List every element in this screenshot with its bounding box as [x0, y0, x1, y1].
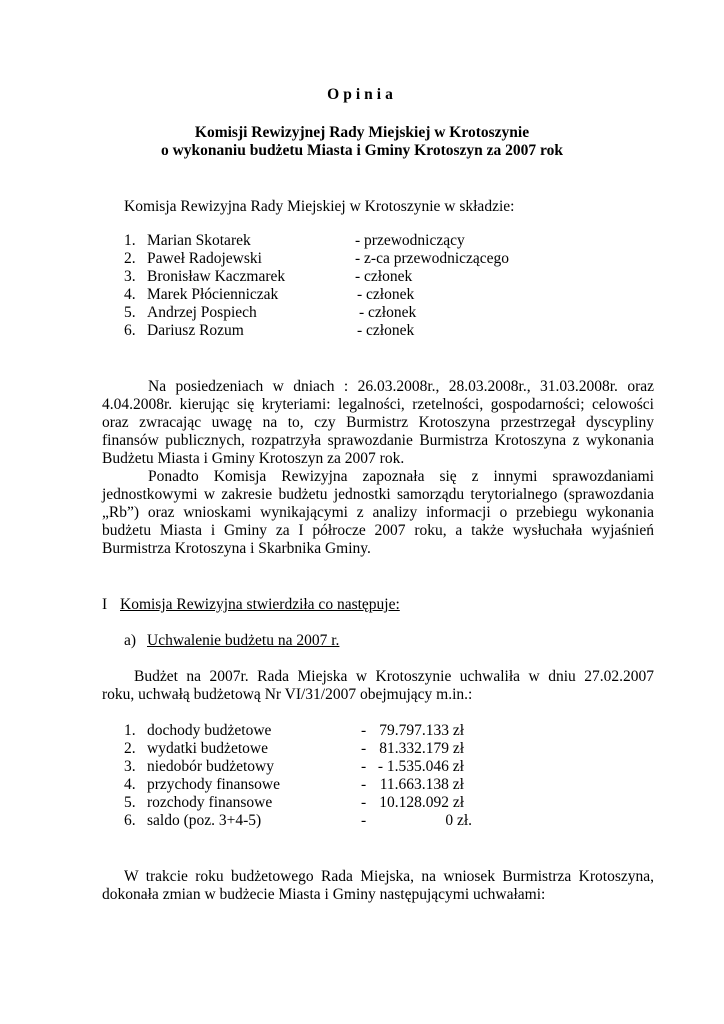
budget-item-label: saldo (poz. 3+4-5): [147, 812, 262, 829]
member-role: - członek: [357, 322, 415, 339]
paragraph-line: Ponadto Komisja Rewizyjna zapoznała się z innymi sprawozdaniami: [148, 468, 654, 485]
member-role: - członek: [357, 286, 415, 303]
member-name: Marek Płócienniczak: [147, 286, 279, 303]
member-name: Dariusz Rozum: [147, 322, 244, 339]
budget-item-dash: -: [361, 812, 367, 829]
budget-item-dash: -: [361, 758, 367, 775]
paragraph-line: Burmistrza Krotoszyna i Skarbnika Gminy.: [102, 540, 371, 557]
budget-item-value: 10.128.092 zł: [379, 794, 464, 811]
paragraph-line: „Rb”) oraz wnioskami wynikającymi z analizy informacji o przebiegu wykonania: [102, 504, 654, 521]
member-name: Andrzej Pospiech: [147, 304, 257, 321]
paragraph-line: Budżetu Miasta i Gminy Krotoszyn za 2007 rok.: [102, 450, 405, 467]
paragraph-line: roku, uchwałą budżetową Nr VI/31/2007 obejmujący m.in.:: [102, 686, 473, 703]
member-role: - członek: [355, 268, 413, 285]
budget-item-dash: -: [361, 722, 367, 739]
member-role: - przewodniczący: [355, 232, 465, 249]
subtitle-line-1: Komisji Rewizyjnej Rady Miejskiej w Krotoszynie: [194, 124, 530, 141]
member-name: Paweł Radojewski: [147, 250, 262, 267]
budget-item-value: 81.332.179 zł: [379, 740, 464, 757]
budget-item-label: wydatki budżetowe: [147, 740, 268, 757]
member-number: 6.: [124, 322, 136, 339]
paragraph-line: finansów publicznych, rozpatrzyła sprawozdanie Burmistrza Krotoszyna z wykonania: [102, 432, 654, 449]
subtitle-line-2: o wykonaniu budżetu Miasta i Gminy Krotoszyn za 2007 rok: [160, 142, 564, 159]
subsection-heading: Uchwalenie budżetu na 2007 r.: [147, 632, 340, 649]
document-title: Opinia: [327, 86, 397, 103]
paragraph-line: 4.04.2008r. kierując się kryteriami: legalności, rzetelności, gospodarności; celowości: [102, 396, 654, 413]
section-number: I: [102, 596, 108, 613]
budget-item-label: rozchody finansowe: [147, 794, 273, 811]
paragraph-line: budżetu Miasta i Gminy za I półrocze 2007 roku, a także wysłuchała wyjaśnień: [102, 522, 654, 539]
member-number: 2.: [124, 250, 136, 267]
member-number: 1.: [124, 232, 136, 249]
member-role: - członek: [359, 304, 417, 321]
member-number: 4.: [124, 286, 136, 303]
budget-item-dash: -: [361, 776, 367, 793]
paragraph-line: jednostkowymi w zakresie budżetu jednostki samorządu terytorialnego (sprawozdania: [102, 486, 654, 503]
budget-item-number: 2.: [124, 740, 136, 757]
budget-item-value: 79.797.133 zł: [379, 722, 464, 739]
budget-item-value: 0 zł.: [445, 812, 472, 829]
subsection-label: a): [124, 632, 137, 649]
paragraph-line: Budżet na 2007r. Rada Miejska w Krotoszynie uchwaliła w dniu 27.02.2007: [134, 668, 654, 685]
budget-item-number: 4.: [124, 776, 136, 793]
member-role: - z-ca przewodniczącego: [355, 250, 510, 267]
member-name: Marian Skotarek: [147, 232, 251, 249]
section-heading: Komisja Rewizyjna stwierdziła co następuje:: [120, 596, 400, 613]
budget-item-value: 11.663.138 zł: [379, 776, 464, 793]
member-number: 3.: [124, 268, 136, 285]
budget-item-value: - 1.535.046 zł: [377, 758, 464, 775]
paragraph-line: oraz zwracając uwagę na to, czy Burmistrz Krotoszyna przestrzegał dyscypliny: [102, 414, 654, 431]
paragraph-line: dokonała zmian w budżecie Miasta i Gminy następującymi uchwałami:: [102, 886, 546, 903]
member-name: Bronisław Kaczmarek: [147, 268, 286, 285]
budget-item-number: 3.: [124, 758, 136, 775]
budget-item-number: 1.: [124, 722, 136, 739]
paragraph-line: Na posiedzeniach w dniach : 26.03.2008r., 28.03.2008r., 31.03.2008r. oraz: [148, 378, 654, 395]
intro-text: Komisja Rewizyjna Rady Miejskiej w Krotoszynie w składzie:: [124, 198, 515, 215]
budget-item-label: dochody budżetowe: [147, 722, 272, 739]
budget-item-label: niedobór budżetowy: [147, 758, 274, 775]
budget-item-label: przychody finansowe: [147, 776, 280, 793]
paragraph-line: W trakcie roku budżetowego Rada Miejska, na wniosek Burmistrza Krotoszyna,: [124, 868, 654, 885]
budget-item-number: 5.: [124, 794, 136, 811]
budget-item-dash: -: [361, 740, 367, 757]
budget-item-number: 6.: [124, 812, 136, 829]
budget-item-dash: -: [361, 794, 367, 811]
member-number: 5.: [124, 304, 136, 321]
